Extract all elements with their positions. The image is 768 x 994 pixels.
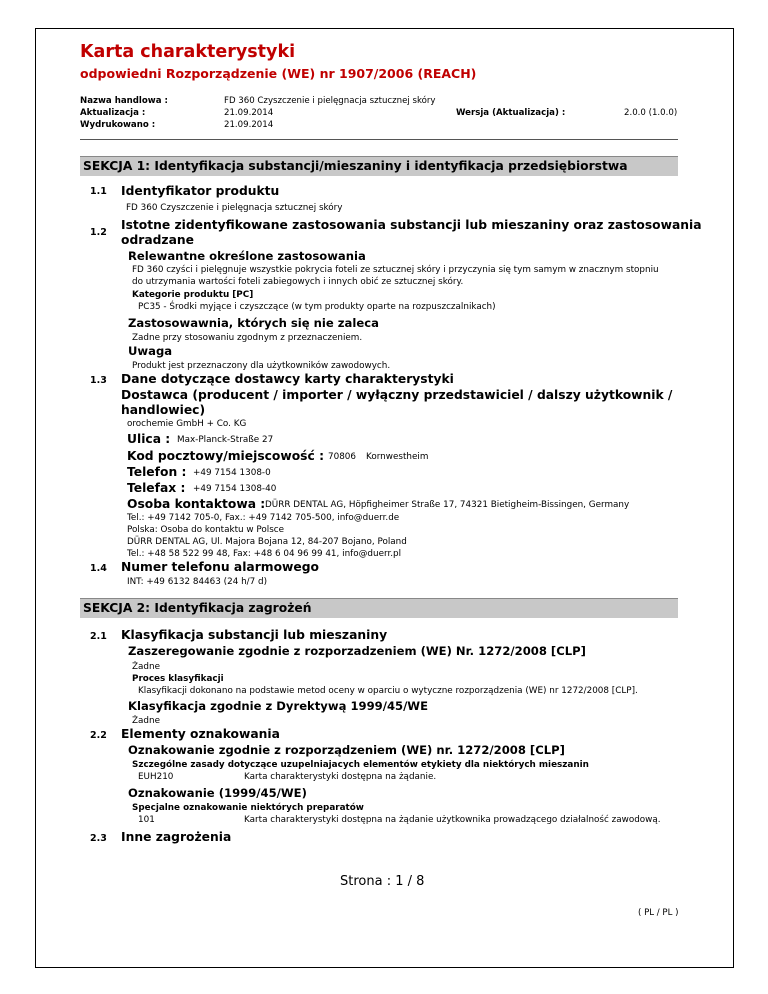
s22-title: Elementy oznakowania: [121, 727, 280, 741]
clp-classification-title: Zaszeregowanie zgodnie z rozporzadzeniem (WE) Nr. 1272/2008 [CLP]: [128, 644, 586, 658]
relevant-uses-text-1: FD 360 czyści i pielęgnuje wszystkie pokrycia foteli ze sztucznej skóry i przyczynia się tym samym w znacznym stopniu: [132, 265, 659, 275]
updated-value: 21.09.2014: [224, 108, 274, 118]
contact-value: DÜRR DENTAL AG, Höpfigheimer Straße 17, 74321 Bietigheim-Bissingen, Germany: [265, 500, 630, 510]
header-divider: [80, 139, 678, 140]
document-title: Karta charakterystyki: [80, 42, 296, 62]
printed-label: Wydrukowano :: [80, 120, 156, 130]
s13-number: 1.3: [90, 375, 107, 386]
page-number: Strona : 1 / 8: [340, 874, 425, 889]
updated-label: Aktualizacja :: [80, 108, 146, 118]
s12-number: 1.2: [90, 227, 107, 238]
trade-name-label: Nazwa handlowa :: [80, 96, 168, 106]
special-labelling-label: Specjalne oznakowanie niektórych preparatów: [132, 803, 364, 813]
phone-label: Telefon :: [127, 465, 187, 479]
fax-value: +49 7154 1308-40: [193, 484, 277, 494]
postal-code: 70806: [328, 452, 356, 462]
code-101: 101: [138, 815, 155, 825]
dsd-classification-text: Żadne: [132, 716, 160, 726]
postal-label: Kod pocztowy/miejscowość :: [127, 449, 324, 463]
s22-number: 2.2: [90, 730, 107, 741]
s11-title: Identyfikator produktu: [121, 184, 280, 198]
supplier-name: orochemie GmbH + Co. KG: [127, 419, 247, 429]
s23-number: 2.3: [90, 833, 107, 844]
s14-number: 1.4: [90, 563, 107, 574]
s12-title-line2: odradzane: [121, 233, 194, 247]
trade-name-value: FD 360 Czyszczenie i pielęgnacja sztucznej skóry: [224, 96, 436, 106]
city: Kornwestheim: [366, 452, 429, 462]
s21-title: Klasyfikacja substancji lub mieszaniny: [121, 628, 388, 642]
street-label: Ulica :: [127, 432, 171, 446]
s14-title: Numer telefonu alarmowego: [121, 560, 319, 574]
dsd-classification-title: Klasyfikacja zgodnie z Dyrektywą 1999/45/WE: [128, 699, 429, 713]
classification-procedure-label: Proces klasyfikacji: [132, 674, 224, 684]
s12-title-line1: Istotne zidentyfikowane zastosowania substancji lub mieszaniny oraz zastosowania: [121, 218, 702, 232]
fax-label: Telefax :: [127, 481, 186, 495]
section1-title: SEKCJA 1: Identyfikacja substancji/mieszaniny i identyfikacja przedsiębiorstwa: [83, 159, 628, 173]
version-value: 2.0.0 (1.0.0): [624, 108, 678, 118]
version-label: Wersja (Aktualizacja) :: [456, 108, 566, 118]
clp-labelling-title: Oznakowanie zgodnie z rozporządzeniem (WE) nr. 1272/2008 [CLP]: [128, 743, 565, 757]
s11-text: FD 360 Czyszczenie i pielęgnacja sztucznej skóry: [126, 203, 343, 213]
s13-title: Dane dotyczące dostawcy karty charakterystyki: [121, 372, 454, 386]
document-subtitle: odpowiedni Rozporządzenie (WE) nr 1907/2006 (REACH): [80, 66, 477, 81]
euh-code: EUH210: [138, 772, 174, 782]
clp-classification-text: Żadne: [132, 662, 160, 672]
s21-number: 2.1: [90, 631, 107, 642]
street-value: Max-Planck-Straße 27: [177, 435, 274, 445]
section2-title: SEKCJA 2: Identyfikacja zagrożeń: [83, 601, 312, 615]
note-title: Uwaga: [128, 344, 173, 358]
contact-line2: Tel.: +49 7142 705-0, Fax.: +49 7142 705-500, info@duerr.de: [127, 513, 400, 523]
s23-title: Inne zagrożenia: [121, 830, 232, 844]
s14-text: INT: +49 6132 84463 (24 h/7 d): [127, 577, 268, 587]
contact-line3: Polska: Osoba do kontaktu w Polsce: [127, 525, 285, 535]
contact-line4: DÜRR DENTAL AG, Ul. Majora Bojana 12, 84-207 Bojano, Poland: [127, 537, 407, 547]
contact-line5: Tel.: +48 58 522 99 48, Fax: +48 6 04 96 99 41, info@duerr.pl: [127, 549, 402, 559]
relevant-uses-text-2: do utrzymania wartości foteli zabiegowych i innych obić ze sztucznej skóry.: [132, 277, 464, 287]
section1-header: [80, 156, 678, 176]
s11-number: 1.1: [90, 186, 107, 197]
relevant-uses-title: Relewantne określone zastosowania: [128, 249, 366, 263]
language-code: ( PL / PL ): [638, 908, 679, 918]
phone-value: +49 7154 1308-0: [193, 468, 271, 478]
special-rules-label: Szczególne zasady dotyczące uzupelniajacych elementów etykiety dla niektórych mieszanin: [132, 760, 589, 770]
supplier-title-line2: handlowiec): [121, 403, 206, 417]
classification-procedure-text: Klasyfikacji dokonano na podstawie metod oceny w oparciu o wytyczne rozporządzenia (WE) nr 1272/2008 [CLP].: [138, 686, 638, 696]
dpd-labelling-title: Oznakowanie (1999/45/WE): [128, 786, 307, 800]
not-recommended-text: Zadne przy stosowaniu zgodnym z przeznaczeniem.: [132, 333, 363, 343]
euh-text: Karta charakterystyki dostępna na żądanie.: [244, 772, 437, 782]
contact-label: Osoba kontaktowa :: [127, 497, 266, 511]
supplier-title-line1: Dostawca (producent / importer / wyłączny przedstawiciel / dalszy użytkownik /: [121, 388, 673, 402]
pc-text: PC35 - Środki myjące i czyszczące (w tym produkty oparte na rozpuszczalnikach): [138, 302, 496, 312]
printed-value: 21.09.2014: [224, 120, 274, 130]
text-101: Karta charakterystyki dostępna na żądanie użytkownika prowadzącego działalność zawodową.: [244, 815, 661, 825]
note-text: Produkt jest przeznaczony dla użytkowników zawodowych.: [132, 361, 391, 371]
pc-label: Kategorie produktu [PC]: [132, 290, 254, 300]
not-recommended-title: Zastosowawnia, których się nie zaleca: [128, 316, 379, 330]
section2-header: [80, 598, 678, 618]
